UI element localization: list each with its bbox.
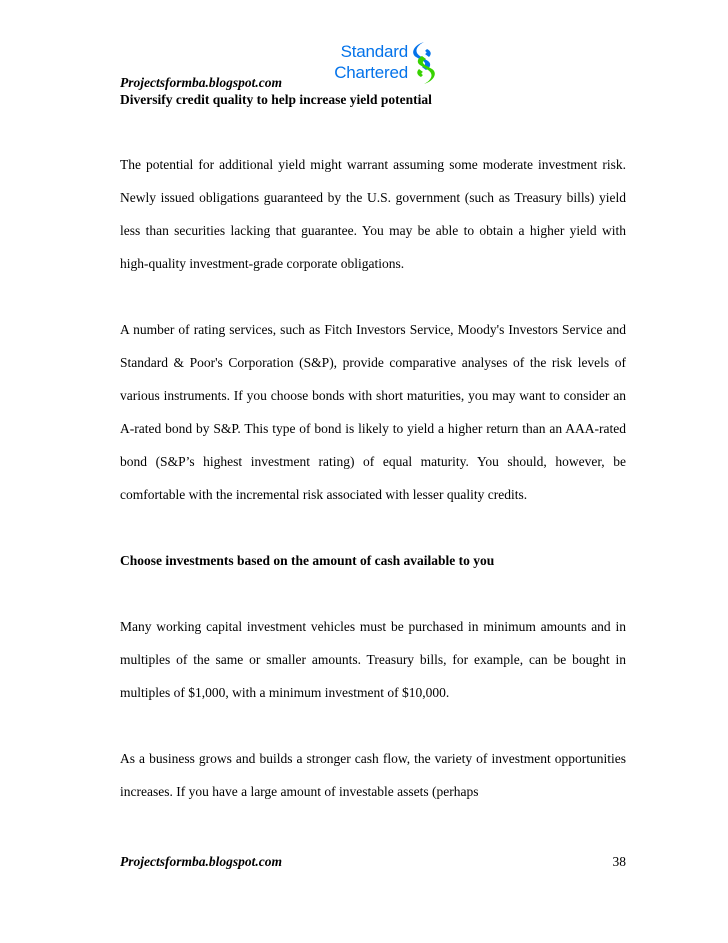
paragraph-business-growth: As a business grows and builds a stronger cash flow, the variety of investment opportunities increases. If you have a large amount of investable assets (perhaps bbox=[120, 751, 626, 799]
header-site: Projectsformba.blogspot.com bbox=[120, 75, 282, 90]
document-header bbox=[120, 74, 432, 108]
page-number: 38 bbox=[612, 854, 626, 869]
paragraph-credit-quality: The potential for additional yield might warrant assuming some moderate investment risk. Newly issued obligations guaranteed by the U.S. government (such as Treasury bills) yield less than securities lacking that guarantee. You may be able to obtain a higher yield with high-quality investment-grade corporate obligations. bbox=[120, 157, 626, 271]
section-heading: Diversify credit quality to help increase yield potential bbox=[120, 92, 432, 107]
page-footer bbox=[120, 853, 626, 871]
document-body bbox=[120, 148, 626, 808]
logo-word-standard: Standard bbox=[340, 42, 408, 61]
paragraph-minimum-amounts: Many working capital investment vehicles must be purchased in minimum amounts and in multiples of the same or smaller amounts. Treasury bills, for example, can be bought in multiples of $1,000, with a minimum investment of $10,000. bbox=[120, 619, 626, 700]
footer-site: Projectsformba.blogspot.com bbox=[120, 854, 282, 869]
section-heading-cash: Choose investments based on the amount of cash available to you bbox=[120, 553, 495, 568]
logo-word-chartered: Chartered bbox=[334, 63, 408, 82]
paragraph-rating-services: A number of rating services, such as Fitch Investors Service, Moody's Investors Service and Standard & Poor's Corporation (S&P), provide comparative analyses of the risk levels of various instruments. If you choose bonds with short maturities, you may want to consider an A-rated bond by S&P. This type of bond is likely to yield a higher return than an AAA-rated bond (S&P’s highest investment rating) of equal maturity. You should, however, be comfortable with the incremental risk associated with lesser quality credits. bbox=[120, 322, 626, 502]
